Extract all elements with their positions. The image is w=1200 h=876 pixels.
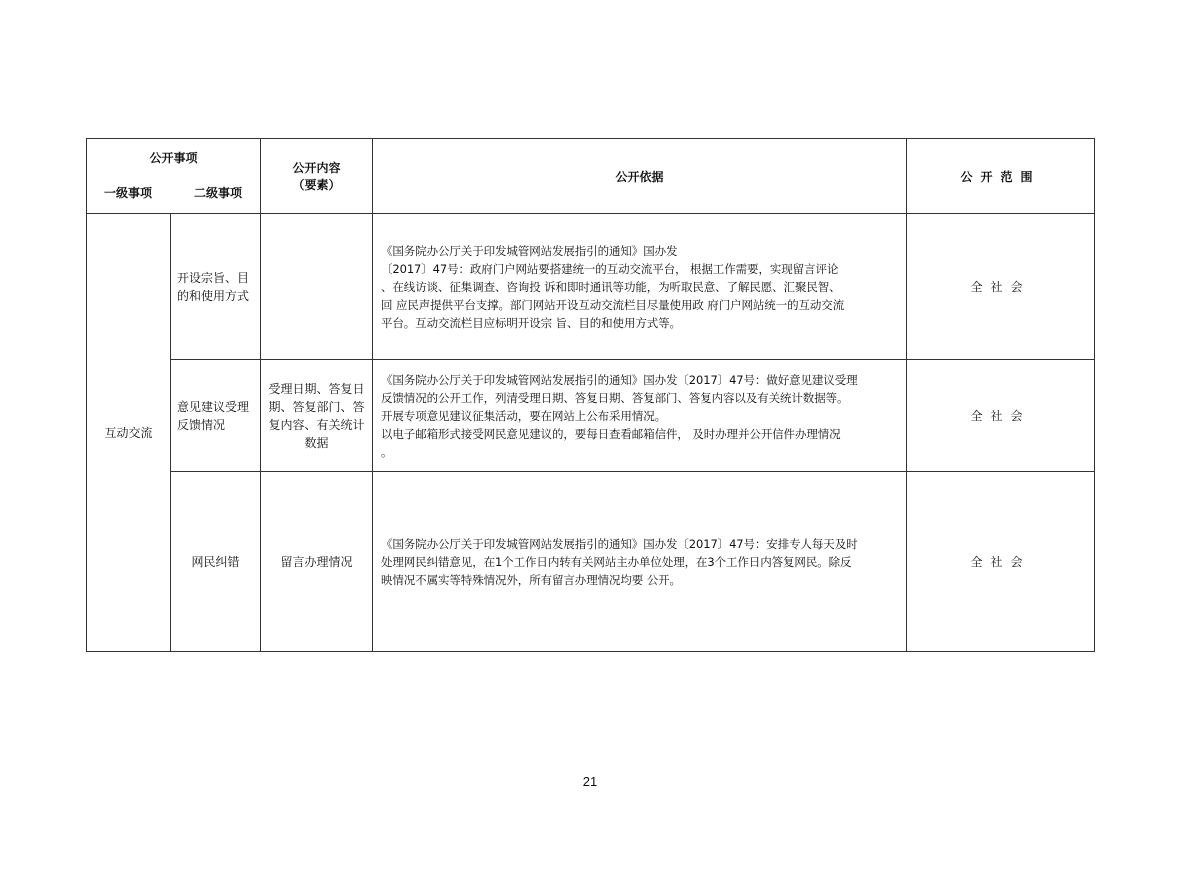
- table-row: [87, 472, 1095, 652]
- basis-line: 回 应民声提供平台支撑。部门网站开设互动交流栏目尽量使用政 府门户网站统一的互动交流: [381, 297, 845, 312]
- header-content-line1: 公开内容: [292, 161, 341, 175]
- basis-cell: [373, 360, 907, 472]
- level1-cell: 互动交流: [87, 214, 171, 652]
- header-scope: 公开范围: [907, 139, 1095, 214]
- table-row: [87, 360, 1095, 472]
- basis-line: 《国务院办公厅关于印发城管网站发展指引的通知》国办发: [381, 243, 678, 258]
- table-row: [87, 214, 1095, 360]
- basis-line: 、在线访谈、征集调查、咨询投 诉和即时通讯等功能，为听取民意、了解民愿、汇聚民智、: [381, 279, 841, 294]
- basis-cell: [373, 472, 907, 652]
- header-content-line2: （要素）: [292, 178, 341, 192]
- basis-cell: [373, 214, 907, 360]
- level2-cell: 开设宗旨、目的和使用方式: [171, 214, 261, 360]
- basis-line: 。: [381, 444, 393, 459]
- header-content: [261, 139, 373, 214]
- basis-line: 开展专项意见建议征集活动，要在网站上公布采用情况。: [381, 408, 666, 423]
- basis-line: 《国务院办公厅关于印发城管网站发展指引的通知》国办发〔2017〕47号：安排专人每天及时: [381, 536, 858, 551]
- basis-line: 《国务院办公厅关于印发城管网站发展指引的通知》国办发〔2017〕47号：做好意见建议受理: [381, 372, 858, 387]
- header-public-item-label: 公开事项: [149, 151, 198, 165]
- header-public-item: [87, 139, 261, 214]
- level2-cell: 意见建议受理反馈情况: [171, 360, 261, 472]
- header-level1: 一级事项: [103, 186, 152, 200]
- level2-cell: 网民纠错: [171, 472, 261, 652]
- page-number: 21: [582, 774, 598, 789]
- disclosure-table: [86, 138, 1095, 652]
- basis-line: 平台。互动交流栏目应标明开设宗 旨、目的和使用方式等。: [381, 315, 681, 330]
- header-level2: 二级事项: [193, 186, 242, 200]
- basis-line: 〔2017〕47号：政府门户网站要搭建统一的互动交流平台， 根据工作需要，实现留言评论: [381, 261, 839, 276]
- content-cell: [261, 214, 373, 360]
- scope-cell: 全社会: [907, 360, 1095, 472]
- scope-cell: 全社会: [907, 214, 1095, 360]
- basis-line: 映情况不属实等特殊情况外，所有留言办理情况均要 公开。: [381, 572, 681, 587]
- basis-line: 以电子邮箱形式接受网民意见建议的，要每日查看邮箱信件， 及时办理并公开信件办理情况: [381, 426, 841, 441]
- scope-cell: 全社会: [907, 472, 1095, 652]
- content-cell: 受理日期、答复日期、答复部门、答复内容、有关统计数据: [261, 360, 373, 472]
- content-cell: 留言办理情况: [261, 472, 373, 652]
- header-basis: 公开依据: [373, 139, 907, 214]
- basis-line: 反馈情况的公开工作，列清受理日期、答复日期、答复部门、答复内容以及有关统计数据等。: [381, 390, 849, 405]
- header-row: [87, 139, 1095, 214]
- basis-line: 处理网民纠错意见，在1个工作日内转有关网站主办单位处理，在3个工作日内答复网民。除反: [381, 554, 852, 569]
